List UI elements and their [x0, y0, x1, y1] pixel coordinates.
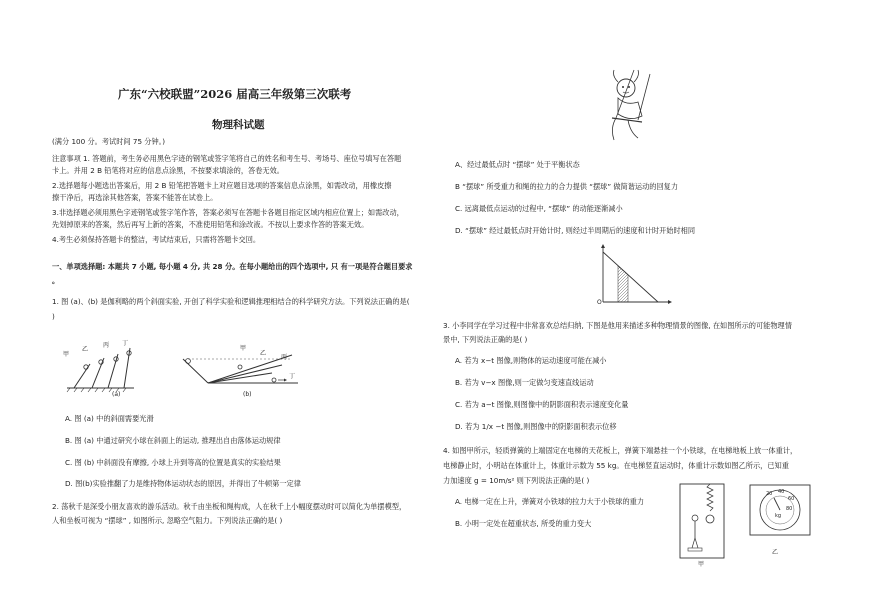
q1-option-a: A. 图 (a) 中的斜面需要光滑: [65, 414, 154, 423]
q2-stem-b: 人和坐板可视为 “摆球” , 如图所示, 忽略空气阻力。下列说法正确的是( ): [52, 516, 283, 525]
q1b-label-bing: 丙: [281, 354, 288, 361]
note-3b: 先划掉原来的答案，然后再写上新的答案，不准使用铅笔和涂改液。不按以上要求作答的答案无效。: [52, 220, 369, 229]
q1b-label-yi: 乙: [260, 350, 267, 357]
dial-60: 60: [788, 496, 795, 502]
q1-stem-b: ): [52, 312, 55, 321]
q4-line-2: 电梯静止时，小明站在体重计上，体重计示数为 55 kg。在电梯竖直运动时，体重计示数如图乙所示，已知重: [443, 461, 789, 470]
q2-option-b: B “摆球” 所受重力和绳的拉力的合力提供 “摆球” 做简谐运动的回复力: [455, 182, 679, 191]
note-2b: 擦干净后，再选涂其他答案，答案不能答在试卷上。: [52, 193, 218, 202]
q1-option-b: B. 图 (a) 中通过研究小球在斜面上的运动, 推理出自由落体运动规律: [65, 436, 281, 445]
note-2a: 2.选择题每小题选出答案后，用 2 B 铅笔把答题卡上对应题目选项的答案信息点涂黑，如需改动，用橡皮擦: [52, 181, 392, 190]
note-1b: 卡上。并用 2 B 铅笔将对应的信息点涂黑，不按要求填涂的，答卷无效。: [52, 166, 284, 175]
q2-option-d: D. “摆球” 经过最低点时开始计时, 则经过半周期后的速度和计时开始时相同: [455, 226, 696, 235]
dial-40: 40: [778, 489, 785, 495]
q1-label-ding: 丁: [122, 340, 129, 347]
q4-figure-jia: [678, 482, 728, 562]
q3-graph-origin: O: [597, 299, 602, 306]
q1-caption-a: (a): [112, 391, 121, 398]
q2-option-a: A、经过最低点时 “摆球” 处于平衡状态: [455, 160, 580, 169]
q4-option-a: A. 电梯一定在上升，弹簧对小铁球的拉力大于小铁球的重力: [455, 497, 645, 506]
q1b-label-jia: 甲: [240, 345, 247, 352]
q4-line-1: 4. 如图甲所示，轻质弹簧的上端固定在电梯的天花板上，弹簧下端悬挂一个小铁球，在电梯地板上放一体重计，: [443, 446, 798, 455]
q1-label-bing: 丙: [103, 342, 110, 349]
q1-label-jia: 甲: [63, 351, 70, 358]
q3-stem-b: 景中, 下列说法正确的是( ): [443, 335, 528, 344]
q1b-label-ding: 丁: [289, 373, 296, 380]
q3-option-d: D. 若为 1/x −t 图像,则图像中的阴影面积表示位移: [455, 422, 617, 431]
q1-option-d: D. 图(b)实验推翻了力是维持物体运动状态的原因，并得出了牛顿第一定律: [65, 479, 301, 488]
q2-stem-a: 2. 荡秋千是深受小朋友喜欢的游乐活动。秋千由坐板和绳构成，人在秋千上小幅度摆动时可以简化为单摆模型，: [52, 502, 407, 511]
dial-unit: kg: [775, 513, 782, 519]
q1-label-yi: 乙: [82, 346, 89, 353]
q3-option-b: B. 若为 v−x 图像,则一定做匀变速直线运动: [455, 378, 594, 387]
section-heading-end: 。: [52, 276, 60, 285]
q3-stem-a: 3. 小李同学在学习过程中非常喜欢总结归纳, 下图是他用来描述多种物理情景的图像, 在如图所示的可能物理情: [443, 321, 792, 330]
note-4: 4.考生必须保持答题卡的整洁，考试结束后，只需将答题卡交回。: [52, 235, 261, 244]
q4-label-yi: 乙: [772, 549, 779, 556]
q4-label-jia: 甲: [698, 561, 705, 568]
q3-graph: [598, 244, 678, 309]
section-heading: 一、单项选择题: 本题共 7 小题, 每小题 4 分, 共 28 分。在每小题给出的四个选项中, 只 有一项是符合题目要求: [52, 262, 413, 271]
note-1a: 注意事项 1. 答题前，考生务必用黑色字迹的钢笔或签字笔将自己的姓名和考生号、考场号、座位号填写在答题: [52, 154, 402, 163]
dial-80: 80: [786, 506, 793, 512]
q1-stem-a: 1. 图 (a)、(b) 是伽利略的两个斜面实验, 开创了科学实验和逻辑推理相结合的科学研究方法。下列说法正确的是(: [52, 297, 410, 306]
q4-line-3: 力加速度 g = 10m/s² 则下列说法正确的是( ): [443, 476, 590, 485]
q3-option-c: C. 若为 a−t 图像,则图像中的阴影面积表示速度变化量: [455, 400, 629, 409]
swing-illustration: [598, 68, 658, 148]
note-3a: 3.非选择题必须用黑色字迹钢笔或签字笔作答，答案必须写在答题卡各题目指定区域内相应位置上；如需改动，: [52, 208, 404, 217]
exam-subtitle: 物理科试题: [212, 119, 265, 131]
exam-title: 广东“六校联盟”2026 届高三年级第三次联考: [118, 87, 352, 101]
q3-option-a: A. 若为 x−t 图像,则物体的运动速度可能在减小: [455, 356, 607, 365]
q2-option-c: C. 远离最低点运动的过程中, “摆球” 的动能逐渐减小: [455, 204, 623, 213]
exam-meta: (满分 100 分。考试时间 75 分钟。): [52, 137, 166, 146]
q4-option-b: B. 小明一定处在超重状态, 所受的重力变大: [455, 519, 592, 528]
q1-caption-b: (b): [243, 391, 252, 398]
dial-20: 20: [766, 491, 773, 497]
q1-option-c: C. 图 (b) 中斜面没有摩擦, 小球上升到等高的位置是真实的实验结果: [65, 458, 281, 467]
